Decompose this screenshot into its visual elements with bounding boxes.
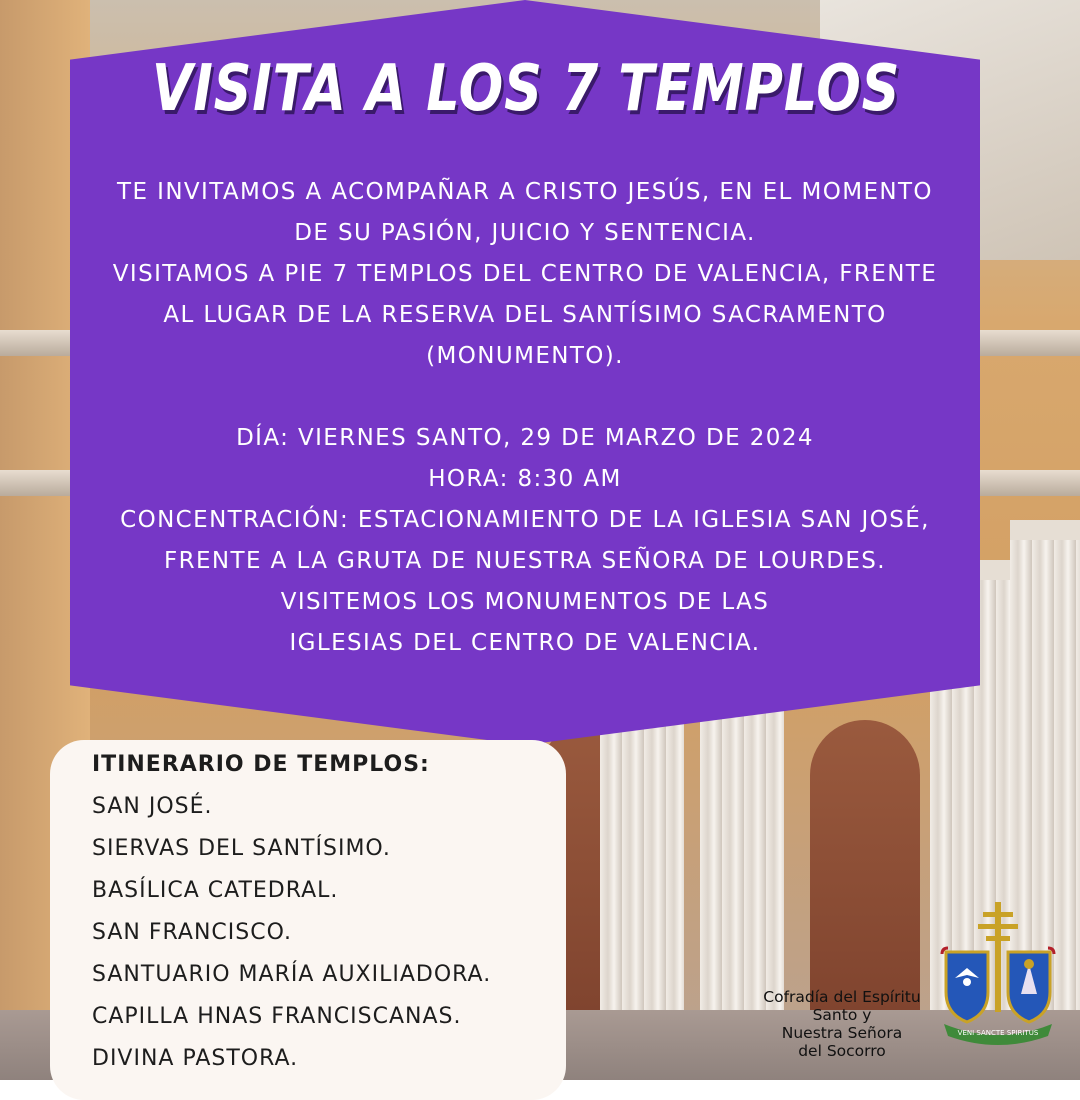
organization-name xyxy=(728,988,956,1060)
invitation-text xyxy=(70,172,980,664)
organization-line: Cofradía del Espíritu xyxy=(763,988,921,1006)
itinerary-item: SAN JOSÉ. xyxy=(92,794,213,819)
itinerary-item: SIERVAS DEL SANTÍSIMO. xyxy=(92,836,391,861)
date-line: DÍA: VIERNES SANTO, 29 DE MARZO DE 2024 xyxy=(236,425,814,451)
itinerary-item: DIVINA PASTORA. xyxy=(92,1046,299,1071)
itinerary-heading: ITINERARIO DE TEMPLOS: xyxy=(92,752,430,777)
intro-line: VISITAMOS A PIE 7 TEMPLOS DEL CENTRO DE VALENCIA, FRENTE xyxy=(112,261,938,287)
organization-line: del Socorro xyxy=(798,1042,886,1060)
intro-line: DE SU PASIÓN, JUICIO Y SENTENCIA. xyxy=(294,220,756,246)
crest-ribbon-text: VENI SANCTE SPIRITUS xyxy=(957,1029,1039,1037)
meeting-point-line: FRENTE A LA GRUTA DE NUESTRA SEÑORA DE LOURDES. xyxy=(163,548,887,574)
itinerary-list xyxy=(92,744,562,1080)
organization-line: Nuestra Señora xyxy=(781,1024,903,1042)
itinerary-item: CAPILLA HNAS FRANCISCANAS. xyxy=(92,1004,462,1029)
itinerary-item: SAN FRANCISCO. xyxy=(92,920,293,945)
poster-title: VISITA A LOS 7 TEMPLOS xyxy=(151,52,901,126)
itinerary-item: SANTUARIO MARÍA AUXILIADORA. xyxy=(92,962,492,987)
intro-line: (MONUMENTO). xyxy=(426,343,624,369)
intro-line: TE INVITAMOS A ACOMPAÑAR A CRISTO JESÚS, EN EL MOMENTO xyxy=(117,179,933,205)
intro-line: AL LUGAR DE LA RESERVA DEL SANTÍSIMO SACRAMENTO xyxy=(163,302,887,328)
organization-line: Santo y xyxy=(812,1006,872,1024)
itinerary-item: BASÍLICA CATEDRAL. xyxy=(92,878,339,903)
time-line: HORA: 8:30 AM xyxy=(428,466,622,492)
closing-line: VISITEMOS LOS MONUMENTOS DE LAS xyxy=(280,589,770,615)
closing-line: IGLESIAS DEL CENTRO DE VALENCIA. xyxy=(289,630,761,656)
crest-icon xyxy=(938,900,1058,1050)
meeting-point-line: CONCENTRACIÓN: ESTACIONAMIENTO DE LA IGLESIA SAN JOSÉ, xyxy=(120,507,930,533)
